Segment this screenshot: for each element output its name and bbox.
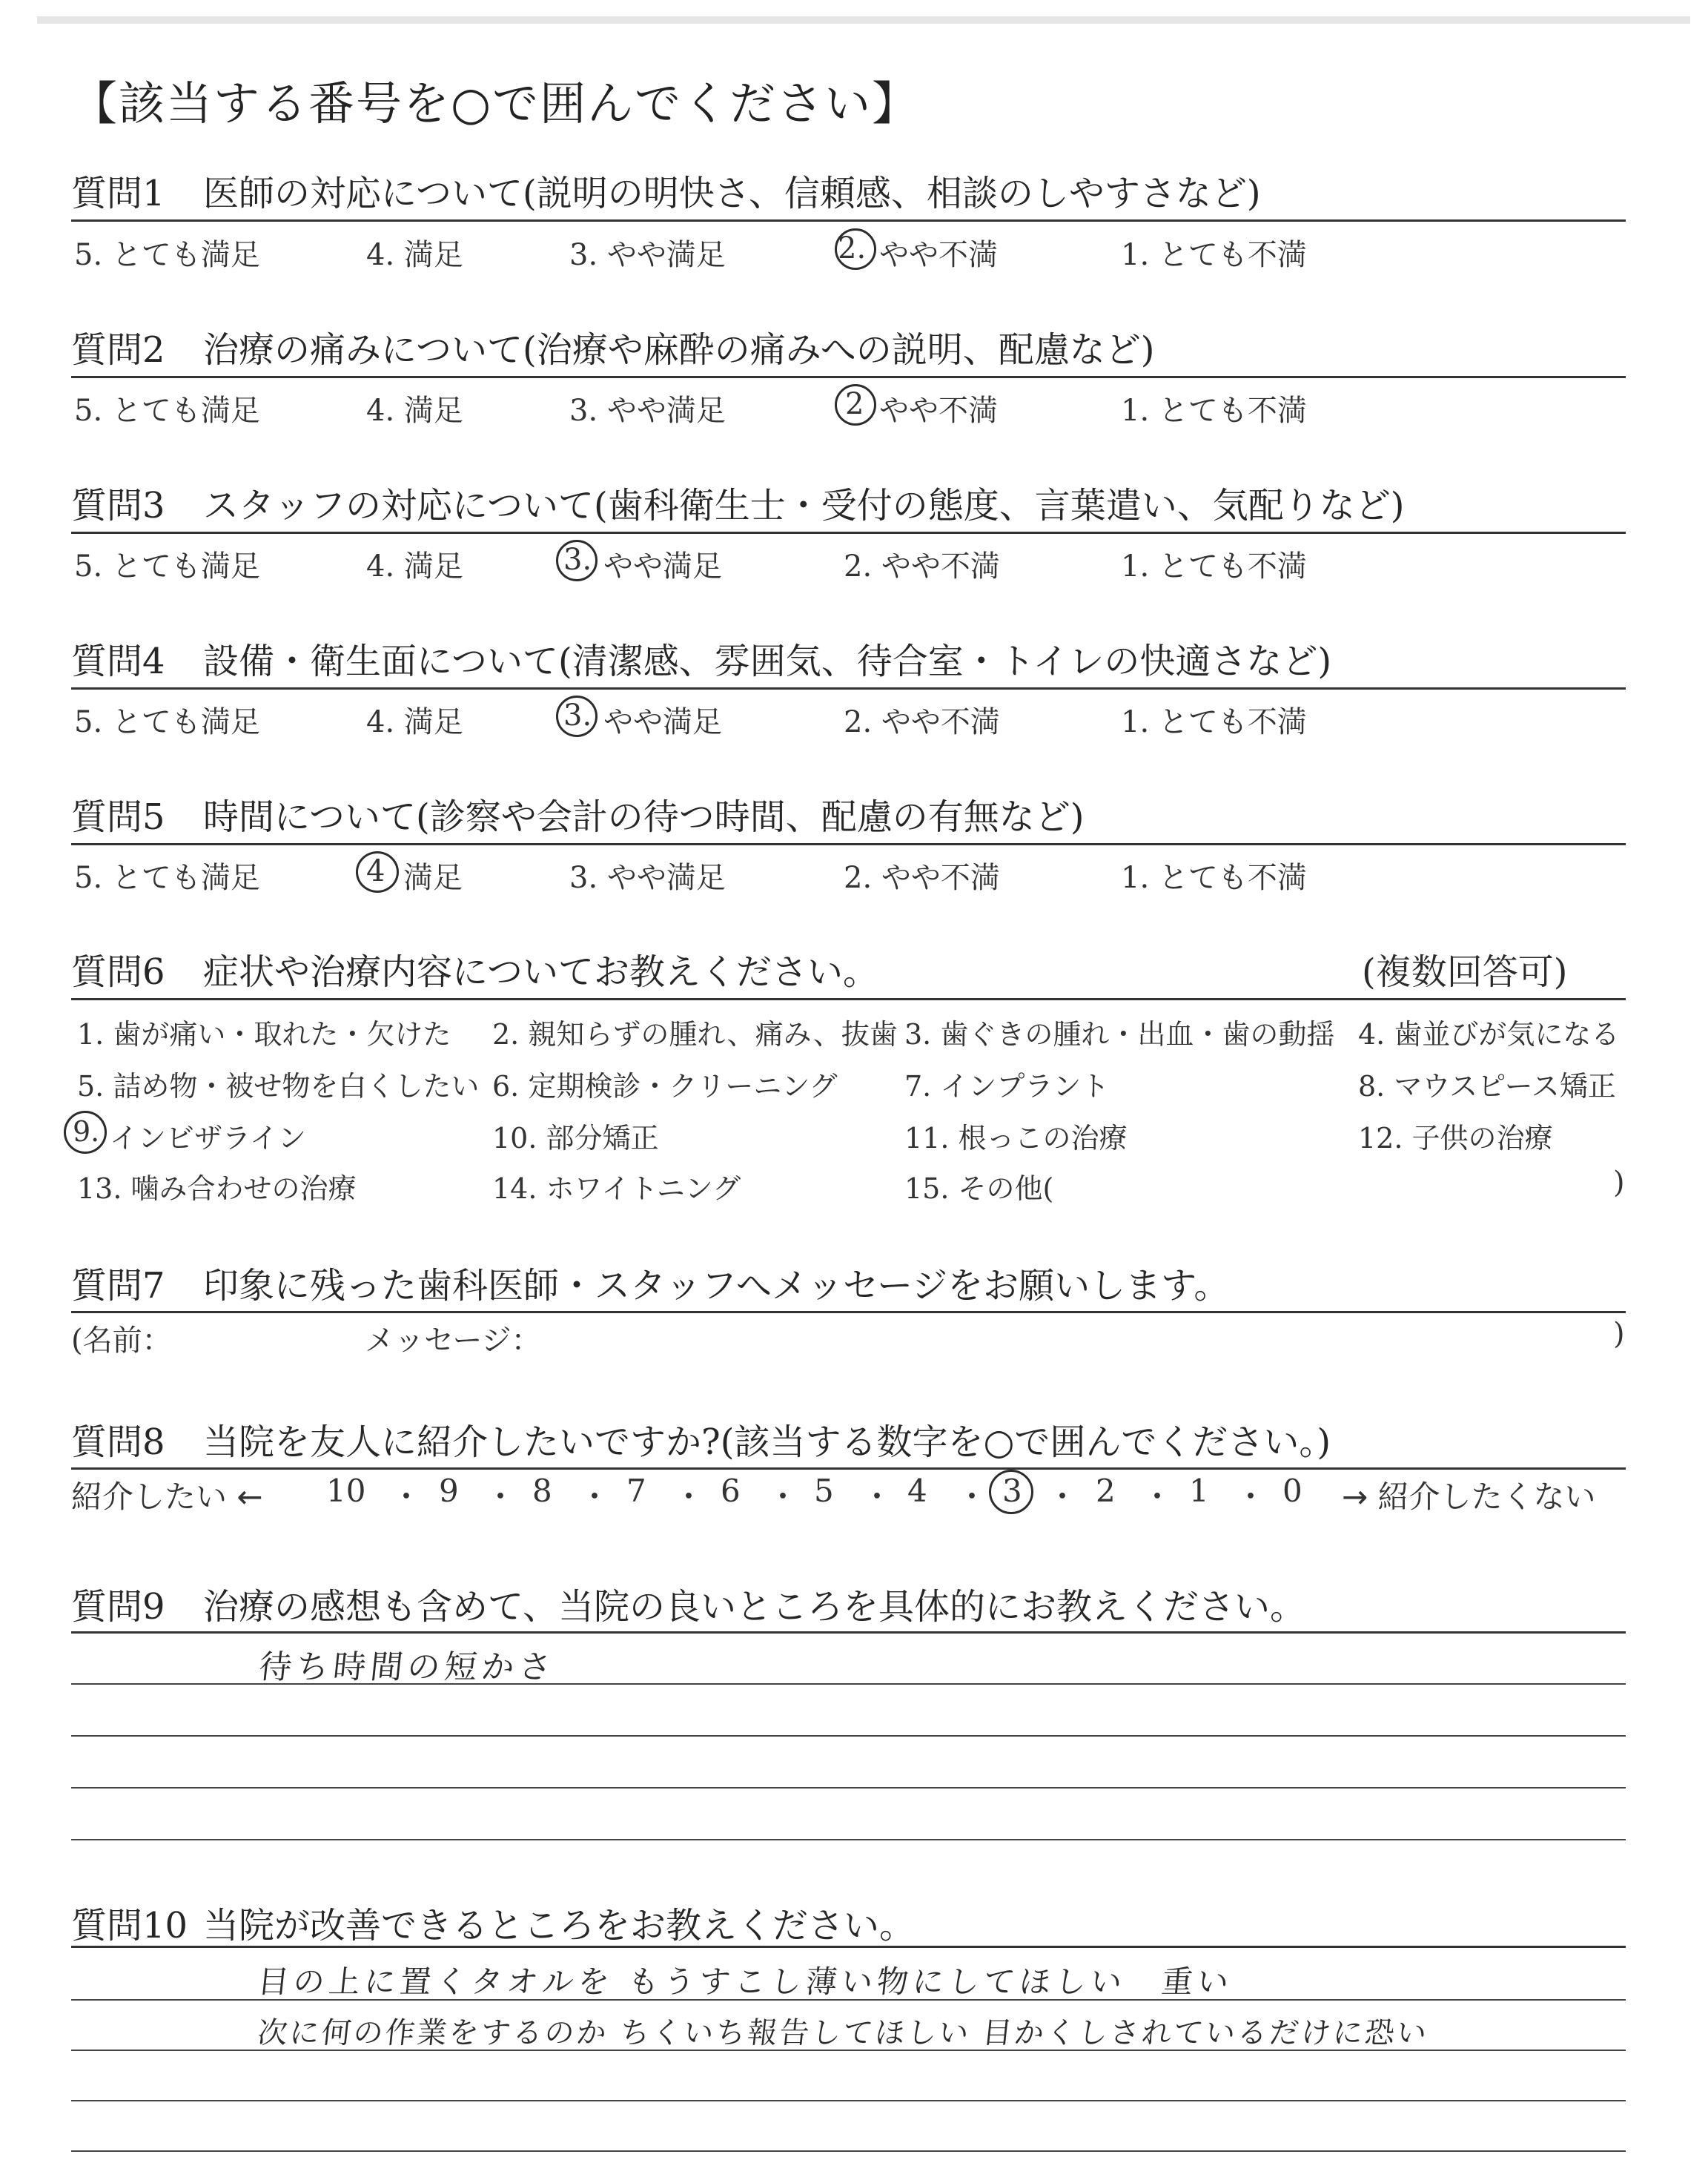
q7-close-paren: ) [1613,1317,1625,1351]
q4-option-3-label[interactable]: やや満足 [603,705,722,739]
q6-item-12[interactable]: 12. 子供の治療 [1358,1122,1553,1155]
q6-item-9-number[interactable]: 9. [73,1115,100,1148]
question-10-heading [71,1897,915,1948]
question-5-rule [71,843,1626,845]
q10-answer-line [71,1999,1626,2001]
q8-scale-8[interactable]: 8 [532,1473,552,1509]
question-2-text: 治療の痛みについて(治療や麻酔の痛みへの説明、配慮など) [203,329,1155,371]
question-4-heading [71,633,1331,684]
q8-scale-2[interactable]: 2 [1096,1473,1116,1509]
q6-other-close-paren: ) [1613,1166,1625,1200]
question-8-text: 当院を友人に紹介したいですか?(該当する数字を○で囲んでください。) [203,1421,1331,1463]
q10-answer-line [71,2100,1626,2101]
q4-option-2[interactable]: 2. やや不満 [844,705,1000,739]
q9-answer-line [71,1631,1626,1634]
q5-option-3[interactable]: 3. やや満足 [569,861,726,895]
q3-option-3-label[interactable]: やや満足 [603,549,722,584]
q8-dot: ・ [485,1479,517,1515]
q1-option-3[interactable]: 3. やや満足 [569,238,726,272]
q6-item-7[interactable]: 7. インプラント [904,1070,1110,1103]
question-10-number: 質問10 [71,1905,188,1946]
q10-handwritten-answer-line-1: 目の上に置くタオルを もうすこし薄い物にしてほしい 重い [256,1964,1235,2000]
q2-option-5[interactable]: 5. とても満足 [74,394,260,428]
q6-item-1[interactable]: 1. 歯が痛い・取れた・欠けた [77,1018,451,1051]
q8-dot: ・ [1235,1479,1267,1515]
question-2-number: 質問2 [71,329,165,371]
q3-option-5[interactable]: 5. とても満足 [74,549,260,584]
question-3-number: 質問3 [71,485,165,526]
multiple-answers-note: (複数回答可) [1362,951,1568,993]
question-4-number: 質問4 [71,641,165,682]
q6-item-2[interactable]: 2. 親知らずの腫れ、痛み、抜歯 [492,1018,898,1051]
q7-name-label: (名前： [71,1324,172,1358]
q6-item-5[interactable]: 5. 詰め物・被せ物を白くしたい [77,1070,480,1103]
question-4-text: 設備・衛生面について(清潔感、雰囲気、待合室・トイレの快適さなど) [203,641,1332,682]
question-4-rule [71,687,1626,690]
q3-option-4[interactable]: 4. 満足 [366,549,463,584]
q4-selection-circle [556,696,598,737]
q6-item-11[interactable]: 11. 根っこの治療 [904,1122,1128,1155]
question-6-rule [71,998,1626,1000]
q9-handwritten-answer: 待ち時間の短かさ [256,1648,558,1686]
q2-option-2-number[interactable]: 2 [845,387,864,421]
question-1-heading [71,165,1261,216]
q5-option-4-label[interactable]: 満足 [403,861,463,895]
question-6-heading [71,943,878,994]
q8-scale-0[interactable]: 0 [1282,1473,1302,1509]
q6-item-14[interactable]: 14. ホワイトニング [492,1172,741,1205]
question-6-text: 症状や治療内容についてお教えください。 [203,951,879,993]
question-8-rule [71,1467,1626,1470]
q6-item-6[interactable]: 6. 定期検診・クリーニング [492,1070,838,1103]
question-2-heading [71,321,1155,372]
q8-left-label: 紹介したい ← [71,1479,263,1515]
q10-handwritten-answer-line-2: 次に何の作業をするのか ちくいち報告してほしい 目かくしされているだけに恐い [256,2016,1431,2050]
q1-option-5[interactable]: 5. とても満足 [74,238,260,272]
q1-selection-circle [835,228,876,270]
q4-option-3-number[interactable]: 3. [563,698,592,733]
question-9-number: 質問9 [71,1586,165,1628]
q6-item-15[interactable]: 15. その他( [904,1172,1054,1205]
question-3-heading [71,477,1405,528]
q6-selection-circle [64,1111,107,1154]
q1-option-2-label[interactable]: やや不満 [879,238,998,272]
q4-option-4[interactable]: 4. 満足 [366,705,463,739]
q6-item-3[interactable]: 3. 歯ぐきの腫れ・出血・歯の動揺 [904,1018,1335,1051]
q8-dot: ・ [956,1479,988,1515]
q1-option-2-number[interactable]: 2. [838,231,867,265]
q2-selection-circle [835,384,876,426]
q8-scale-10[interactable]: 10 [326,1473,366,1509]
question-1-text: 医師の対応について(説明の明快さ、信頼感、相談のしやすさなど) [203,173,1261,214]
question-6-number: 質問6 [71,951,165,993]
q8-scale-7[interactable]: 7 [626,1473,646,1509]
q4-option-5[interactable]: 5. とても満足 [74,705,260,739]
q1-option-1[interactable]: 1. とても不満 [1121,238,1307,272]
question-2-rule [71,376,1626,378]
q9-answer-line [71,1735,1626,1737]
q6-item-9-label[interactable]: インビザライン [110,1122,306,1155]
q8-scale-6[interactable]: 6 [721,1473,741,1509]
question-5-text: 時間について(診察や会計の待つ時間、配慮の有無など) [203,796,1085,838]
question-7-heading [71,1257,1229,1308]
q8-scale-1[interactable]: 1 [1189,1473,1209,1509]
question-10-text: 当院が改善できるところをお教えください。 [203,1905,916,1946]
q8-scale-9[interactable]: 9 [439,1473,459,1509]
q8-scale-5[interactable]: 5 [814,1473,834,1509]
question-9-text: 治療の感想も含めて、当院の良いところを具体的にお教えください。 [203,1586,1306,1628]
q1-option-4[interactable]: 4. 満足 [366,238,463,272]
q5-option-4-number[interactable]: 4 [366,854,385,888]
q3-option-3-number[interactable]: 3. [563,543,592,577]
page-title: 【該当する番号を○で囲んでください】 [71,76,920,131]
q6-item-10[interactable]: 10. 部分矯正 [492,1122,659,1155]
question-7-number: 質問7 [71,1265,165,1307]
q5-option-5[interactable]: 5. とても満足 [74,861,260,895]
q8-selection-circle [989,1470,1033,1514]
question-7-rule [71,1311,1626,1313]
q10-answer-line [71,1946,1626,1948]
q3-selection-circle [556,540,598,581]
q2-option-3[interactable]: 3. やや満足 [569,394,726,428]
question-3-text: スタッフの対応について(歯科衛生士・受付の態度、言葉遣い、気配りなど) [203,485,1405,526]
q9-answer-line [71,1787,1626,1789]
q9-answer-line [71,1683,1626,1685]
question-7-text: 印象に残った歯科医師・スタッフへメッセージをお願いします。 [203,1265,1230,1307]
q2-option-2-label[interactable]: やや不満 [879,394,998,428]
q7-message-label: メッセージ： [365,1324,541,1358]
q8-dot: ・ [673,1479,705,1515]
q6-item-8[interactable]: 8. マウスピース矯正 [1358,1070,1616,1103]
q4-option-1[interactable]: 1. とても不満 [1121,705,1307,739]
q8-scale-3[interactable]: 3 [1002,1473,1022,1509]
q3-option-1[interactable]: 1. とても不満 [1121,549,1307,584]
question-1-number: 質問1 [71,173,165,214]
scan-top-edge [37,16,1690,24]
question-5-heading [71,788,1085,839]
question-1-rule [71,219,1626,222]
q2-option-1[interactable]: 1. とても不満 [1121,394,1307,428]
q10-answer-line [71,2050,1626,2051]
q8-right-label: → 紹介したくない [1342,1479,1596,1515]
question-5-number: 質問5 [71,796,165,838]
q2-option-4[interactable]: 4. 満足 [366,394,463,428]
q9-answer-line [71,1839,1626,1840]
q5-option-1[interactable]: 1. とても不満 [1121,861,1307,895]
question-8-number: 質問8 [71,1421,165,1463]
q5-option-2[interactable]: 2. やや不満 [844,861,1000,895]
q8-dot: ・ [861,1479,893,1515]
q8-dot: ・ [579,1479,611,1515]
q6-item-4[interactable]: 4. 歯並びが気になる [1358,1018,1620,1051]
question-9-heading [71,1578,1305,1629]
q10-answer-line [71,2150,1626,2152]
q8-dot: ・ [1142,1479,1174,1515]
question-8-heading [71,1413,1331,1464]
question-3-rule [71,532,1626,534]
q8-dot: ・ [767,1479,799,1515]
q5-selection-circle [356,851,399,893]
q6-item-13[interactable]: 13. 噛み合わせの治療 [77,1172,357,1205]
q8-scale-4[interactable]: 4 [907,1473,927,1509]
q8-dot: ・ [1047,1479,1079,1515]
q3-option-2[interactable]: 2. やや不満 [844,549,1000,584]
q8-dot: ・ [391,1479,423,1515]
